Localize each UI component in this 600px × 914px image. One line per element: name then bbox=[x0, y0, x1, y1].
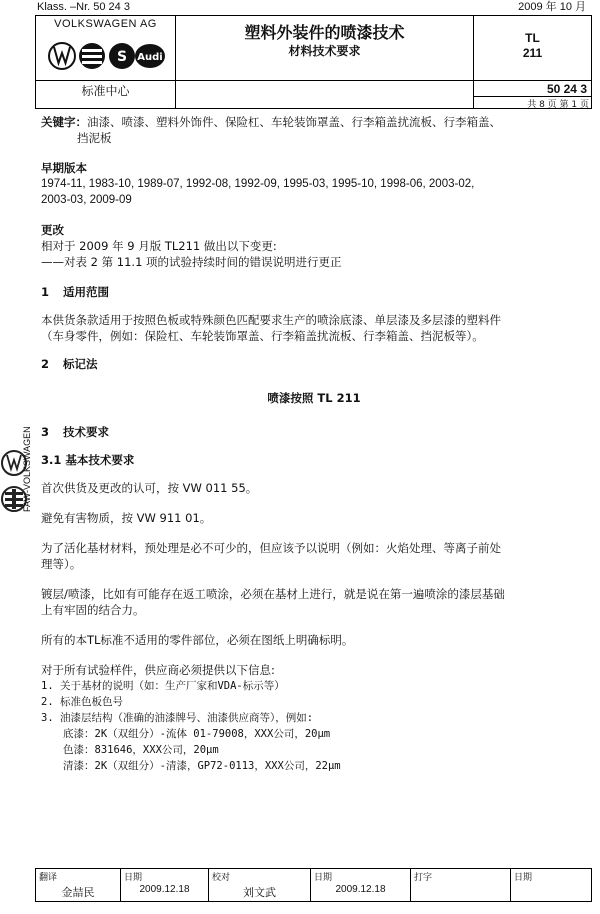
footer-table bbox=[35, 868, 592, 902]
paragraph-pretreatment: 为了活化基材材料，预处理是必不可少的，但应该予以说明（例如：火焰处理、等离子前处 理等）。 bbox=[41, 541, 501, 571]
changes-heading: 更改 bbox=[41, 223, 64, 237]
faw-volkswagen-text: FAW-VOLKSWAGEN bbox=[22, 426, 32, 512]
date-cell-1: 日期 2009.12.18 bbox=[121, 869, 209, 901]
paragraph-supplier-info: 对于所有试验样件，供应商必须提供以下信息: bbox=[41, 663, 275, 677]
example-item: 底漆：2K（双组分）-流体 01-79008，XXX公司，20μm bbox=[63, 728, 331, 740]
list-item: 3. 油漆层结构（准确的油漆牌号、油漆供应商等），例如: bbox=[41, 712, 314, 724]
date-cell-2: 日期 2009.12.18 bbox=[311, 869, 411, 901]
document-title: 塑料外装件的喷漆技术 bbox=[244, 23, 405, 42]
page-count: 共 8 页 第 1 页 bbox=[527, 100, 589, 110]
early-versions-list: 1974-11, 1983-10, 1989-07, 1992-08, 1992-09, 1995-03, 1995-10, 1998-06, 2003-02, 2003-03, 2009-09 bbox=[41, 178, 475, 206]
paragraph-substances: 避免有害物质，按 VW 911 01。 bbox=[41, 511, 212, 525]
example-item: 清漆：2K（双组分）-清漆，GP72-0113，XXX公司，22μm bbox=[63, 760, 341, 772]
section-2-heading: 2 标记法 bbox=[41, 357, 98, 371]
top-meta-line bbox=[35, 0, 592, 14]
issue-date: 2009 年 10 月 bbox=[518, 1, 586, 13]
standards-center: 标准中心 bbox=[81, 84, 130, 98]
date-cell-3: 日期 bbox=[514, 873, 533, 883]
document-body bbox=[41, 114, 587, 774]
brand-logos bbox=[46, 36, 166, 76]
translator-cell: 翻译 金喆民 bbox=[36, 869, 121, 901]
paragraph-drawing-note: 所有的本TL标准不适用的零件部位，必须在图纸上明确标明。 bbox=[41, 633, 354, 647]
section-3-heading: 3 技术要求 bbox=[41, 425, 109, 439]
list-item: 1. 关于基材的说明（如：生产厂家和VDA-标示等） bbox=[41, 680, 285, 692]
keywords-text-cont: 挡泥板 bbox=[77, 131, 112, 145]
klass-number: Klass. –Nr. 50 24 3 bbox=[37, 1, 130, 13]
vw-group-logos-icon bbox=[46, 36, 166, 76]
changes-text: 相对于 2009 年 9 月版 TL211 做出以下变更: ——对表 2 第 11.1 项的试验持续时间的错误说明进行更正 bbox=[41, 239, 342, 269]
keywords-label: 关键字： bbox=[41, 115, 87, 129]
brand-name: VOLKSWAGEN AG bbox=[54, 18, 157, 30]
keywords-text: 油漆、喷漆、塑料外饰件、保险杠、车轮装饰罩盖、行李箱盖扰流板、行李箱盖、 bbox=[87, 115, 501, 129]
doc-number: 50 24 3 bbox=[546, 82, 587, 96]
tl-number: 211 bbox=[522, 46, 543, 60]
paragraph-coating: 镀层/喷漆，比如有可能存在返工喷涂，必须在基材上进行，就是说在第一遍喷涂的漆层基础 上有牢固的结合力。 bbox=[41, 587, 505, 617]
proofreader-cell: 校对 刘文武 bbox=[209, 869, 311, 901]
translator-name: 金喆民 bbox=[61, 886, 95, 899]
early-versions-heading: 早期版本 bbox=[41, 161, 87, 175]
proofreader-name: 刘文武 bbox=[243, 886, 276, 899]
list-item: 2. 标准色板色号 bbox=[41, 696, 123, 708]
supplier-info-list bbox=[41, 678, 587, 774]
tl-code bbox=[474, 31, 591, 61]
svg-text:Audi: Audi bbox=[137, 52, 163, 63]
header-table bbox=[35, 15, 592, 109]
tl-label: TL bbox=[525, 31, 540, 45]
example-item: 色漆：831646，XXX公司，20μm bbox=[63, 744, 219, 756]
document-subtitle: 材料技术要求 bbox=[288, 44, 361, 58]
keywords bbox=[41, 114, 587, 146]
paragraph-approval: 首次供货及更改的认可，按 VW 011 55。 bbox=[41, 481, 258, 495]
marking-text: 喷漆按照 TL 211 bbox=[267, 391, 361, 405]
svg-text:S: S bbox=[116, 49, 128, 65]
section-1-text: 本供货条款适用于按照色板或特殊颜色匹配要求生产的喷涂底漆、单层漆及多层漆的塑料件 （车身零件，例如：保险杠、车轮装饰罩盖、行李箱盖扰流板、行李箱盖、挡泥板等）。 bbox=[41, 313, 501, 343]
typist-cell: 打字 bbox=[411, 869, 511, 901]
section-3-1-heading: 3.1 基本技术要求 bbox=[41, 453, 135, 467]
section-1-heading: 1 适用范围 bbox=[41, 285, 109, 299]
